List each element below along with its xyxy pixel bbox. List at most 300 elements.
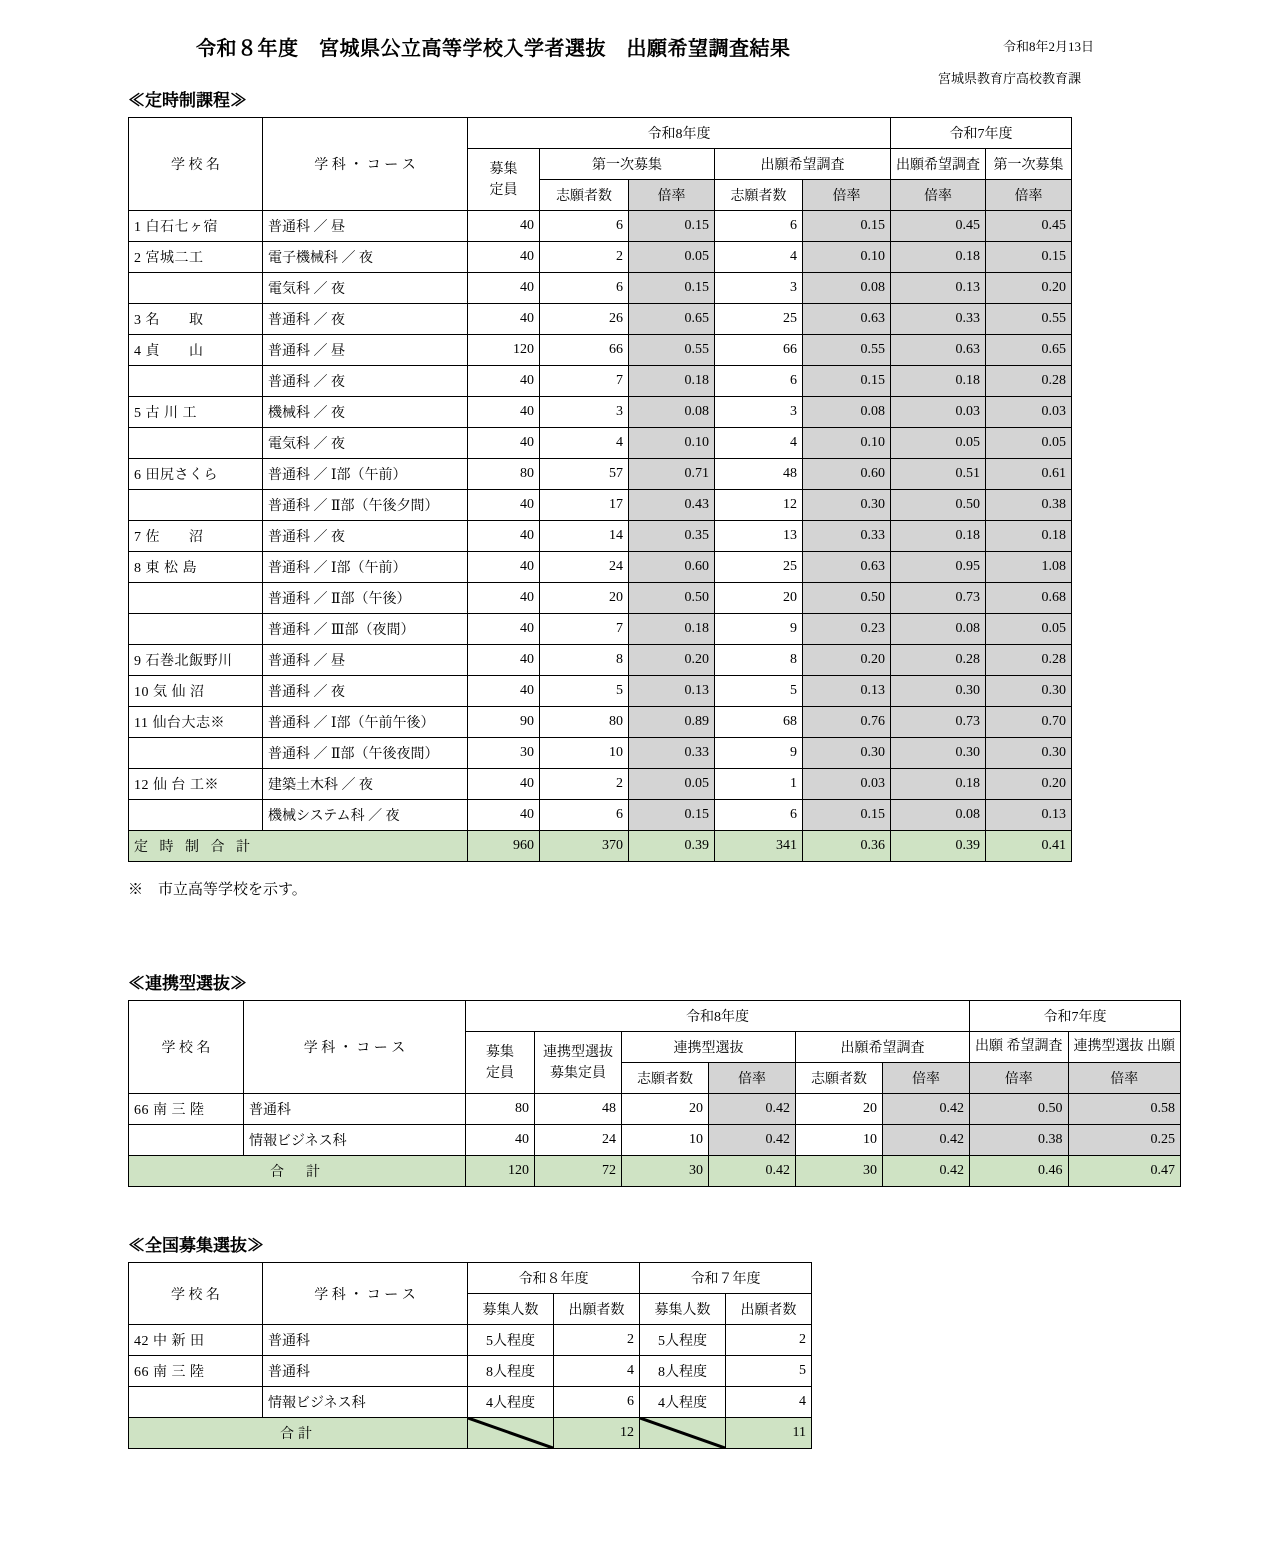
cell-ratio-prev-survey: 0.18 [891, 366, 986, 397]
cell-applicants-survey: 4 [715, 428, 803, 459]
table-total-row [129, 1418, 812, 1449]
table-row [129, 676, 1072, 707]
cell-school-name [129, 800, 263, 831]
table-total-row [129, 1156, 1181, 1187]
section-caption-zenkoku: ≪全国募集選抜≫ [128, 1236, 264, 1255]
cell-ratio-first: 0.15 [629, 273, 715, 304]
cell-applicants-survey: 6 [715, 211, 803, 242]
cell-ratio-prev-survey: 0.73 [891, 583, 986, 614]
cell-course: 普通科 ／ 夜 [263, 521, 468, 552]
cell-applicants-survey: 68 [715, 707, 803, 738]
cell-school-name: 42 中 新 田 [129, 1325, 263, 1356]
cell-ratio-survey: 0.15 [803, 366, 891, 397]
cell-ratio-survey: 0.42 [883, 1094, 970, 1125]
col-header-prev-survey: 出願希望調査 [891, 149, 986, 180]
cell-ratio-prev-first: 0.68 [986, 583, 1072, 614]
cell-school-name: 1 白石七ヶ宿 [129, 211, 263, 242]
col-header-survey: 出願希望調査 [715, 149, 891, 180]
cell-ratio-first: 0.18 [629, 614, 715, 645]
cell-ratio-prev-survey: 0.50 [970, 1094, 1069, 1125]
cell-ratio-first: 0.08 [629, 397, 715, 428]
cell-school-name: 66 南 三 陸 [129, 1094, 244, 1125]
cell-ratio-prev-first: 1.08 [986, 552, 1072, 583]
cell-applicants-survey: 6 [715, 800, 803, 831]
cell-ratio-prev-first: 0.20 [986, 769, 1072, 800]
cell-total-ratio-link: 0.42 [709, 1156, 796, 1187]
cell-course: 電子機械科 ／ 夜 [263, 242, 468, 273]
cell-ratio-prev-first: 0.30 [986, 676, 1072, 707]
section-caption-teijisei: ≪定時制課程≫ [128, 91, 247, 110]
cell-school-name [129, 614, 263, 645]
cell-applicants-first: 57 [540, 459, 629, 490]
table1-note: ※ 市立高等学校を示す。 [128, 882, 307, 898]
table-total-row [129, 831, 1072, 862]
table-header [129, 118, 1072, 211]
cell-course: 普通科 ／ Ⅰ部（午前） [263, 459, 468, 490]
cell-course: 普通科 [263, 1325, 468, 1356]
cell-school-name: 5 古 川 工 [129, 397, 263, 428]
col-header-applicants-survey: 志願者数 [715, 180, 803, 211]
cell-ratio-survey: 0.23 [803, 614, 891, 645]
cell-ratio-prev-survey: 0.03 [891, 397, 986, 428]
cell-ratio-prev-first: 0.61 [986, 459, 1072, 490]
cell-quota: 40 [468, 397, 540, 428]
cell-ratio-survey: 0.50 [803, 583, 891, 614]
document-date: 令和8年2月13日 [1003, 39, 1095, 54]
cell-ratio-prev-link: 0.25 [1068, 1125, 1181, 1156]
table-row [129, 211, 1072, 242]
table-row [129, 1094, 1181, 1125]
cell-applicants-first: 2 [540, 242, 629, 273]
cell-quota: 40 [468, 521, 540, 552]
cell-applicants-first: 7 [540, 614, 629, 645]
cell-ratio-prev-survey: 0.08 [891, 800, 986, 831]
cell-school-name: 2 宮城二工 [129, 242, 263, 273]
col-header-quota-prev: 募集人数 [640, 1294, 726, 1325]
cell-ratio-prev-first: 0.20 [986, 273, 1072, 304]
cell-link-quota: 48 [535, 1094, 622, 1125]
col-header-year-current: 令和8年度 [466, 1001, 970, 1032]
cell-total-quota-prev-slash [640, 1418, 726, 1449]
cell-course: 建築土木科 ／ 夜 [263, 769, 468, 800]
cell-quota: 80 [468, 459, 540, 490]
cell-school-name [129, 1125, 244, 1156]
cell-applicants-first: 10 [540, 738, 629, 769]
table-row [129, 1125, 1181, 1156]
col-header-applicants-link: 志願者数 [622, 1063, 709, 1094]
cell-course: 普通科 ／ Ⅰ部（午前午後） [263, 707, 468, 738]
cell-quota: 40 [468, 552, 540, 583]
page-title: 令和８年度 宮城県公立高等学校入学者選抜 出願希望調査結果 [196, 38, 791, 60]
cell-total-link-quota: 72 [535, 1156, 622, 1187]
cell-quota: 40 [468, 273, 540, 304]
cell-quota: 40 [466, 1125, 535, 1156]
cell-applicants-survey: 13 [715, 521, 803, 552]
cell-ratio-link: 0.42 [709, 1094, 796, 1125]
document-issuer: 宮城県教育庁高校教育課 [938, 71, 1082, 86]
cell-ratio-prev-survey: 0.30 [891, 676, 986, 707]
cell-ratio-survey: 0.30 [803, 490, 891, 521]
cell-ratio-prev-first: 0.05 [986, 614, 1072, 645]
col-header-survey: 出願希望調査 [796, 1032, 970, 1063]
cell-total-ratio-prev-survey: 0.39 [891, 831, 986, 862]
cell-total-quota: 960 [468, 831, 540, 862]
cell-school-name [129, 1387, 263, 1418]
cell-ratio-prev-first: 0.30 [986, 738, 1072, 769]
cell-applicants-survey: 25 [715, 552, 803, 583]
table-row [129, 273, 1072, 304]
cell-ratio-link: 0.42 [709, 1125, 796, 1156]
cell-course: 機械科 ／ 夜 [263, 397, 468, 428]
cell-ratio-survey: 0.76 [803, 707, 891, 738]
cell-applicants-survey: 25 [715, 304, 803, 335]
cell-applicants-survey: 3 [715, 397, 803, 428]
col-header-prev-survey: 出願 希望調査 [970, 1032, 1069, 1063]
table-row [129, 1325, 812, 1356]
cell-total-ratio-survey: 0.42 [883, 1156, 970, 1187]
cell-school-name: 12 仙 台 工※ [129, 769, 263, 800]
cell-ratio-first: 0.18 [629, 366, 715, 397]
cell-school-name [129, 366, 263, 397]
table-row [129, 397, 1072, 428]
cell-ratio-prev-first: 0.70 [986, 707, 1072, 738]
cell-course: 普通科 [244, 1094, 466, 1125]
cell-ratio-prev-first: 0.18 [986, 521, 1072, 552]
cell-quota: 40 [468, 645, 540, 676]
col-header-link-quota: 連携型選抜 募集定員 [535, 1032, 622, 1094]
cell-ratio-survey: 0.15 [803, 211, 891, 242]
cell-ratio-first: 0.35 [629, 521, 715, 552]
col-header-school: 学 校 名 [129, 1263, 263, 1325]
cell-total-label: 合計 [129, 1418, 468, 1449]
cell-ratio-prev-survey: 0.51 [891, 459, 986, 490]
cell-ratio-prev-first: 0.13 [986, 800, 1072, 831]
cell-course: 普通科 ／ 夜 [263, 304, 468, 335]
cell-applicants-survey: 9 [715, 614, 803, 645]
cell-quota: 40 [468, 304, 540, 335]
cell-ratio-survey: 0.10 [803, 242, 891, 273]
cell-school-name: 7 佐 沼 [129, 521, 263, 552]
cell-course: 普通科 ／ 夜 [263, 676, 468, 707]
cell-total-applicants-survey: 30 [796, 1156, 883, 1187]
cell-quota: 40 [468, 676, 540, 707]
cell-total-quota: 120 [466, 1156, 535, 1187]
cell-applicants-first: 66 [540, 335, 629, 366]
cell-ratio-first: 0.65 [629, 304, 715, 335]
cell-course: 電気科 ／ 夜 [263, 428, 468, 459]
cell-total-label: 合 計 [129, 1156, 466, 1187]
col-header-school: 学 校 名 [129, 118, 263, 211]
cell-quota: 40 [468, 800, 540, 831]
cell-applicants-survey: 10 [796, 1125, 883, 1156]
table-body [129, 211, 1072, 862]
cell-total-ratio-prev-survey: 0.46 [970, 1156, 1069, 1187]
cell-ratio-prev-link: 0.58 [1068, 1094, 1181, 1125]
cell-school-name: 3 名 取 [129, 304, 263, 335]
cell-ratio-prev-survey: 0.28 [891, 645, 986, 676]
cell-applicants-current: 4 [554, 1356, 640, 1387]
cell-quota-prev: 8人程度 [640, 1356, 726, 1387]
cell-course: 普通科 [263, 1356, 468, 1387]
cell-quota: 40 [468, 211, 540, 242]
cell-ratio-prev-first: 0.38 [986, 490, 1072, 521]
cell-quota: 30 [468, 738, 540, 769]
cell-applicants-survey: 8 [715, 645, 803, 676]
table-row [129, 707, 1072, 738]
cell-ratio-prev-survey: 0.63 [891, 335, 986, 366]
cell-ratio-prev-first: 0.28 [986, 366, 1072, 397]
cell-applicants-first: 6 [540, 273, 629, 304]
col-header-year-current: 令和８年度 [468, 1263, 640, 1294]
cell-school-name: 4 貞 山 [129, 335, 263, 366]
cell-ratio-first: 0.55 [629, 335, 715, 366]
cell-applicants-survey: 12 [715, 490, 803, 521]
cell-applicants-first: 24 [540, 552, 629, 583]
col-header-school: 学 校 名 [129, 1001, 244, 1094]
col-header-ratio-prev-link: 倍率 [1068, 1063, 1181, 1094]
cell-applicants-first: 4 [540, 428, 629, 459]
cell-course: 普通科 ／ Ⅱ部（午後夕間） [263, 490, 468, 521]
cell-ratio-prev-survey: 0.33 [891, 304, 986, 335]
cell-quota: 80 [466, 1094, 535, 1125]
table-header [129, 1263, 812, 1325]
cell-ratio-survey: 0.20 [803, 645, 891, 676]
cell-ratio-survey: 0.30 [803, 738, 891, 769]
table-row [129, 335, 1072, 366]
cell-quota: 40 [468, 242, 540, 273]
table-row [129, 645, 1072, 676]
cell-ratio-prev-survey: 0.18 [891, 242, 986, 273]
col-header-prev-first-round: 第一次募集 [986, 149, 1072, 180]
cell-ratio-prev-first: 0.03 [986, 397, 1072, 428]
table-header [129, 1001, 1181, 1094]
cell-quota-current: 5人程度 [468, 1325, 554, 1356]
table-row [129, 366, 1072, 397]
cell-total-label: 定 時 制 合 計 [129, 831, 468, 862]
cell-ratio-prev-first: 0.45 [986, 211, 1072, 242]
cell-ratio-survey: 0.10 [803, 428, 891, 459]
col-header-year-previous: 令和7年度 [891, 118, 1072, 149]
cell-school-name [129, 490, 263, 521]
cell-ratio-prev-survey: 0.08 [891, 614, 986, 645]
cell-applicants-first: 6 [540, 800, 629, 831]
cell-quota: 40 [468, 490, 540, 521]
cell-total-applicants-current: 12 [554, 1418, 640, 1449]
cell-total-applicants-prev: 11 [726, 1418, 812, 1449]
cell-quota: 90 [468, 707, 540, 738]
cell-ratio-prev-first: 0.65 [986, 335, 1072, 366]
cell-total-ratio-survey: 0.36 [803, 831, 891, 862]
cell-applicants-first: 17 [540, 490, 629, 521]
cell-school-name: 6 田尻さくら [129, 459, 263, 490]
col-header-ratio-prev-first: 倍率 [986, 180, 1072, 211]
cell-course: 普通科 ／ 昼 [263, 335, 468, 366]
col-header-applicants-survey: 志願者数 [796, 1063, 883, 1094]
cell-applicants-first: 7 [540, 366, 629, 397]
col-header-ratio-first: 倍率 [629, 180, 715, 211]
cell-applicants-survey: 66 [715, 335, 803, 366]
col-header-applicants-prev: 出願者数 [726, 1294, 812, 1325]
cell-ratio-prev-survey: 0.95 [891, 552, 986, 583]
cell-ratio-prev-first: 0.05 [986, 428, 1072, 459]
col-header-quota-current: 募集人数 [468, 1294, 554, 1325]
cell-applicants-survey: 20 [715, 583, 803, 614]
cell-ratio-prev-survey: 0.73 [891, 707, 986, 738]
table-row [129, 521, 1072, 552]
cell-link-quota: 24 [535, 1125, 622, 1156]
table-row [129, 614, 1072, 645]
cell-course: 普通科 ／ 昼 [263, 645, 468, 676]
col-header-year-current: 令和8年度 [468, 118, 891, 149]
table-row [129, 304, 1072, 335]
cell-course: 情報ビジネス科 [244, 1125, 466, 1156]
col-header-course: 学 科 ・ コ ー ス [263, 118, 468, 211]
cell-school-name [129, 428, 263, 459]
cell-ratio-first: 0.13 [629, 676, 715, 707]
cell-school-name: 66 南 三 陸 [129, 1356, 263, 1387]
cell-school-name: 10 気 仙 沼 [129, 676, 263, 707]
col-header-year-previous: 令和7年度 [970, 1001, 1181, 1032]
cell-ratio-survey: 0.55 [803, 335, 891, 366]
cell-course: 普通科 ／ Ⅰ部（午前） [263, 552, 468, 583]
cell-applicants-current: 6 [554, 1387, 640, 1418]
cell-quota-current: 4人程度 [468, 1387, 554, 1418]
table-row [129, 769, 1072, 800]
table-row [129, 1387, 812, 1418]
col-header-quota: 募集 定員 [468, 149, 540, 211]
cell-ratio-first: 0.43 [629, 490, 715, 521]
cell-total-ratio-first: 0.39 [629, 831, 715, 862]
cell-applicants-survey: 48 [715, 459, 803, 490]
cell-ratio-survey: 0.08 [803, 397, 891, 428]
cell-applicants-survey: 20 [796, 1094, 883, 1125]
col-header-first-round: 第一次募集 [540, 149, 715, 180]
table-body [129, 1094, 1181, 1187]
cell-school-name [129, 583, 263, 614]
cell-quota-prev: 5人程度 [640, 1325, 726, 1356]
cell-total-ratio-prev-first: 0.41 [986, 831, 1072, 862]
teijisei-table [128, 117, 1072, 862]
cell-school-name: 11 仙台大志※ [129, 707, 263, 738]
cell-ratio-first: 0.15 [629, 211, 715, 242]
cell-course: 普通科 ／ Ⅲ部（夜間） [263, 614, 468, 645]
section-caption-renkeigata: ≪連携型選抜≫ [128, 974, 247, 993]
cell-applicants-survey: 5 [715, 676, 803, 707]
cell-ratio-prev-survey: 0.05 [891, 428, 986, 459]
cell-school-name [129, 738, 263, 769]
cell-applicants-first: 20 [540, 583, 629, 614]
cell-applicants-first: 8 [540, 645, 629, 676]
cell-applicants-current: 2 [554, 1325, 640, 1356]
cell-ratio-survey: 0.13 [803, 676, 891, 707]
cell-applicants-prev: 2 [726, 1325, 812, 1356]
cell-ratio-prev-first: 0.55 [986, 304, 1072, 335]
cell-total-applicants-first: 370 [540, 831, 629, 862]
cell-ratio-first: 0.50 [629, 583, 715, 614]
cell-ratio-first: 0.05 [629, 242, 715, 273]
cell-quota: 40 [468, 366, 540, 397]
col-header-applicants-first: 志願者数 [540, 180, 629, 211]
cell-applicants-survey: 6 [715, 366, 803, 397]
table-row [129, 428, 1072, 459]
cell-ratio-survey: 0.08 [803, 273, 891, 304]
col-header-quota: 募集 定員 [466, 1032, 535, 1094]
table-body [129, 1325, 812, 1449]
cell-ratio-survey: 0.63 [803, 304, 891, 335]
cell-ratio-prev-survey: 0.13 [891, 273, 986, 304]
cell-ratio-survey: 0.60 [803, 459, 891, 490]
cell-course: 普通科 ／ 昼 [263, 211, 468, 242]
cell-quota: 40 [468, 583, 540, 614]
cell-applicants-link: 20 [622, 1094, 709, 1125]
cell-school-name: 9 石巻北飯野川 [129, 645, 263, 676]
cell-ratio-survey: 0.33 [803, 521, 891, 552]
cell-applicants-first: 3 [540, 397, 629, 428]
cell-ratio-survey: 0.15 [803, 800, 891, 831]
cell-ratio-first: 0.89 [629, 707, 715, 738]
cell-quota: 120 [468, 335, 540, 366]
cell-applicants-first: 2 [540, 769, 629, 800]
cell-ratio-prev-first: 0.28 [986, 645, 1072, 676]
cell-course: 普通科 ／ Ⅱ部（午後夜間） [263, 738, 468, 769]
cell-ratio-prev-survey: 0.45 [891, 211, 986, 242]
col-header-ratio-prev-survey: 倍率 [891, 180, 986, 211]
col-header-ratio-survey: 倍率 [803, 180, 891, 211]
document-header [0, 0, 1280, 86]
cell-ratio-first: 0.71 [629, 459, 715, 490]
cell-applicants-first: 14 [540, 521, 629, 552]
cell-applicants-survey: 3 [715, 273, 803, 304]
col-header-ratio-survey: 倍率 [883, 1063, 970, 1094]
cell-applicants-link: 10 [622, 1125, 709, 1156]
cell-applicants-first: 6 [540, 211, 629, 242]
cell-ratio-prev-survey: 0.38 [970, 1125, 1069, 1156]
table-row [129, 1356, 812, 1387]
cell-applicants-first: 26 [540, 304, 629, 335]
cell-total-applicants-link: 30 [622, 1156, 709, 1187]
col-header-course: 学 科 ・ コ ー ス [263, 1263, 468, 1325]
cell-applicants-first: 80 [540, 707, 629, 738]
col-header-applicants-current: 出願者数 [554, 1294, 640, 1325]
col-header-ratio-link: 倍率 [709, 1063, 796, 1094]
cell-course: 機械システム科 ／ 夜 [263, 800, 468, 831]
table-row [129, 242, 1072, 273]
cell-ratio-survey: 0.03 [803, 769, 891, 800]
cell-course: 普通科 ／ Ⅱ部（午後） [263, 583, 468, 614]
cell-ratio-survey: 0.42 [883, 1125, 970, 1156]
cell-ratio-prev-survey: 0.30 [891, 738, 986, 769]
cell-quota: 40 [468, 614, 540, 645]
col-header-year-previous: 令和７年度 [640, 1263, 812, 1294]
col-header-prev-link: 連携型選抜 出願 [1068, 1032, 1181, 1063]
cell-quota: 40 [468, 769, 540, 800]
table-row [129, 583, 1072, 614]
cell-ratio-first: 0.33 [629, 738, 715, 769]
zenkoku-table [128, 1262, 812, 1449]
table-row [129, 738, 1072, 769]
cell-course: 情報ビジネス科 [263, 1387, 468, 1418]
cell-school-name: 8 東 松 島 [129, 552, 263, 583]
cell-quota-current: 8人程度 [468, 1356, 554, 1387]
cell-course: 電気科 ／ 夜 [263, 273, 468, 304]
cell-ratio-prev-survey: 0.50 [891, 490, 986, 521]
col-header-course: 学 科 ・ コ ー ス [244, 1001, 466, 1094]
cell-ratio-first: 0.20 [629, 645, 715, 676]
table-row [129, 459, 1072, 490]
cell-total-ratio-prev-link: 0.47 [1068, 1156, 1181, 1187]
cell-ratio-first: 0.15 [629, 800, 715, 831]
cell-applicants-survey: 9 [715, 738, 803, 769]
